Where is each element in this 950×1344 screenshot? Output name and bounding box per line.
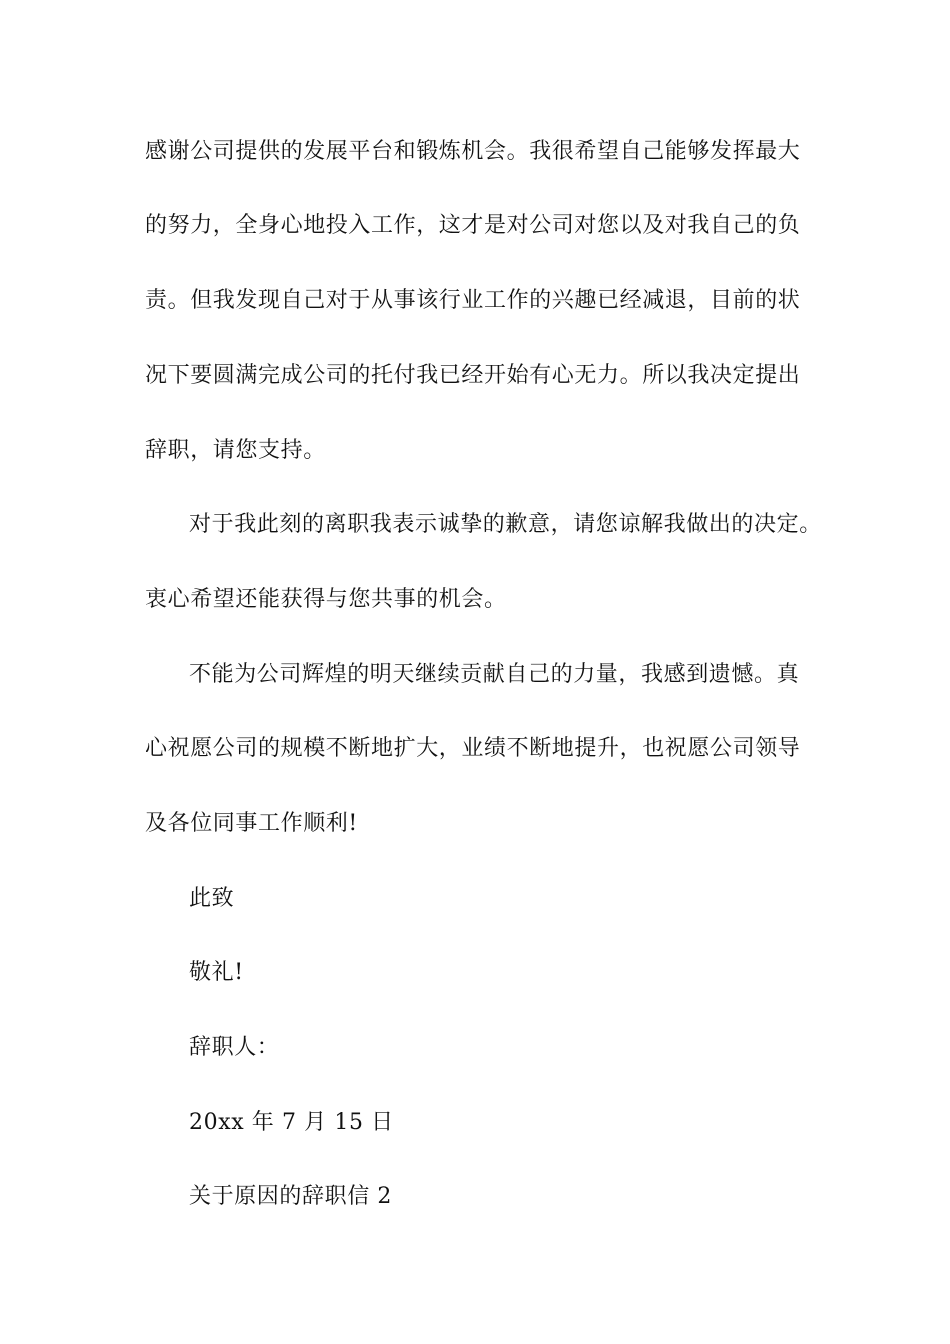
paragraph-1-line-3: 责。但我发现自己对于从事该行业工作的兴趣已经减退，目前的状	[145, 288, 801, 313]
paragraph-1-line-5: 辞职，请您支持。	[145, 438, 326, 463]
paragraph-3-line-1: 不能为公司辉煌的明天继续贡献自己的力量，我感到遗憾。真	[189, 662, 800, 687]
closing-regards: 敬礼!	[189, 960, 244, 985]
paragraph-2-line-2: 衷心希望还能获得与您共事的机会。	[145, 587, 507, 612]
date-line: 20xx 年 7 月 15 日	[189, 1110, 394, 1135]
paragraph-1-line-4: 况下要圆满完成公司的托付我已经开始有心无力。所以我决定提出	[145, 363, 801, 388]
paragraph-3-line-3: 及各位同事工作顺利!	[145, 811, 358, 836]
section-heading: 关于原因的辞职信 2	[189, 1184, 392, 1209]
paragraph-3-line-2: 心祝愿公司的规模不断地扩大，业绩不断地提升，也祝愿公司领导	[145, 736, 801, 761]
paragraph-1-line-1: 感谢公司提供的发展平台和锻炼机会。我很希望自己能够发挥最大	[145, 139, 801, 164]
paragraph-1-line-2: 的努力，全身心地投入工作，这才是对公司对您以及对我自己的负	[145, 213, 801, 238]
paragraph-2-line-1: 对于我此刻的离职我表示诚挚的歉意，请您谅解我做出的决定。	[189, 512, 822, 537]
closing-salutation: 此致	[189, 886, 235, 911]
signature-label: 辞职人：	[189, 1035, 280, 1060]
